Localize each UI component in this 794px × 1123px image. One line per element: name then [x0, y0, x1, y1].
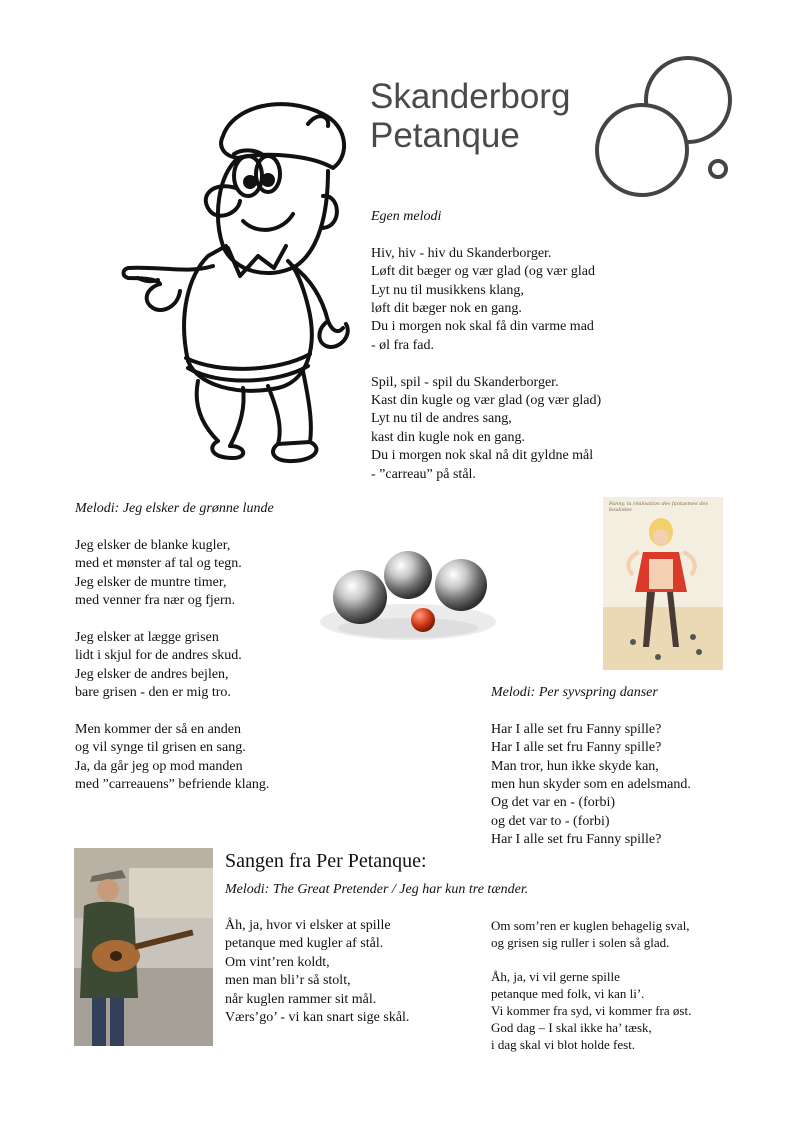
song1-v2-line1: Spil, spil - spil du Skanderborger.	[371, 374, 559, 390]
steel-ball-right	[435, 559, 487, 611]
bubble-small	[710, 161, 726, 177]
song4-v1-line1: Åh, ja, hvor vi elsker at spille	[225, 918, 391, 933]
song2-v2-line3: Jeg elsker de andres bejlen,	[75, 666, 229, 682]
song4-v3-line1: Åh, ja, vi vil gerne spille	[491, 969, 620, 984]
song4-melody-block	[225, 881, 528, 899]
fanny-postcard	[603, 497, 723, 670]
bubbles-logo	[592, 54, 744, 200]
song4-v1-line4: men man bli’r så stolt,	[225, 973, 351, 989]
song-fru-fanny	[491, 684, 691, 850]
page-title	[370, 77, 570, 155]
title-line-1: Skanderborg	[370, 77, 571, 116]
song1-v2-line4: kast din kugle nok en gang.	[371, 429, 525, 445]
song2-v2-line4: bare grisen - den er mig tro.	[75, 685, 231, 701]
song4-v2-line2: og grisen sig ruller i solen så glad.	[491, 935, 670, 950]
song1-v2-line6: - ”carreau” på stål.	[371, 466, 476, 482]
song3-v1-line6: og det var to - (forbi)	[491, 813, 610, 829]
song1-v1-line1: Hiv, hiv - hiv du Skanderborger.	[371, 245, 552, 261]
song1-v2-line3: Lyt nu til de andres sang,	[371, 411, 512, 427]
song4-v3-line4: God dag – I skal ikke ha’ tæsk,	[491, 1020, 652, 1035]
fanny-illustration	[603, 497, 723, 670]
song2-v2-line1: Jeg elsker at lægge grisen	[75, 629, 219, 645]
song4-v3-line5: i dag skal vi blot holde fest.	[491, 1037, 636, 1052]
song-jeg-elsker	[75, 500, 274, 794]
song4-v3-line3: Vi kommer fra syd, vi kommer fra øst.	[491, 1003, 692, 1018]
song3-v1-line7: Har I alle set fru Fanny spille?	[491, 832, 662, 848]
song1-melody: Egen melodi	[371, 209, 442, 224]
song3-melody: Melodi: Per syvspring danser	[491, 685, 658, 700]
song2-v1-line4: med venner fra nær og fjern.	[75, 593, 236, 609]
song2-v3-line2: og vil synge til grisen en sang.	[75, 740, 246, 756]
song2-melody: Melodi: Jeg elsker de grønne lunde	[75, 501, 274, 516]
song2-v3-line1: Men kommer der så en anden	[75, 721, 241, 737]
song2-v3-line4: med ”carreauens” befriende klang.	[75, 777, 270, 793]
song1-v1-line6: - øl fra fad.	[371, 337, 434, 353]
song-egen-melodi	[371, 208, 601, 484]
song2-v1-line1: Jeg elsker de blanke kugler,	[75, 537, 231, 553]
song1-v2-line5: Du i morgen nok skal nå dit gyldne mål	[371, 448, 594, 464]
song3-v1-line5: Og det var en - (forbi)	[491, 795, 616, 811]
song4-verse2-3	[491, 917, 691, 1053]
song2-v1-line2: med et mønster af tal og tegn.	[75, 556, 242, 572]
steel-ball-left	[333, 570, 387, 624]
song3-v1-line2: Har I alle set fru Fanny spille?	[491, 740, 662, 756]
jack-ball	[411, 608, 435, 632]
song1-v2-line2: Kast din kugle og vær glad (og vær glad)	[371, 393, 602, 409]
song2-v3-line3: Ja, da går jeg op mod manden	[75, 758, 243, 774]
song4-v1-line6: Værs’go’ - vi kan snart sige skål.	[225, 1010, 410, 1026]
song4-v2-line1: Om som’ren er kuglen behagelig sval,	[491, 918, 690, 933]
song3-v1-line3: Man tror, hun ikke skyde kan,	[491, 758, 659, 774]
song4-v1-line3: Om vint’ren koldt,	[225, 954, 330, 970]
title-line-2: Petanque	[370, 116, 520, 155]
song3-v1-line4: men hun skyder som en adelsmand.	[491, 777, 691, 793]
bubble-medium	[597, 105, 687, 195]
song2-v1-line3: Jeg elsker de muntre timer,	[75, 574, 227, 590]
song1-v1-line3: Lyt nu til musikkens klang,	[371, 282, 524, 298]
song1-v1-line4: løft dit bæger nok en gang.	[371, 301, 522, 317]
song4-v1-line5: når kuglen rammer sit mål.	[225, 991, 377, 1007]
song4-v1-line2: petanque med kugler af stål.	[225, 936, 384, 952]
song1-v1-line5: Du i morgen nok skal få din varme mad	[371, 319, 594, 335]
postcard-caption: Fanny, la réalisation des fantasmes des boulistes	[609, 501, 709, 513]
song4-v3-line2: petanque med folk, vi kan li’.	[491, 986, 645, 1001]
song4-heading: Sangen fra Per Petanque:	[225, 850, 427, 872]
song4-melody: Melodi: The Great Pretender / Jeg har kun tre tænder.	[225, 882, 529, 897]
song1-v1-line2: Løft dit bæger og vær glad (og vær glad	[371, 264, 595, 280]
guitarist-photo	[74, 848, 213, 1046]
song2-v2-line2: lidt i skjul for de andres skud.	[75, 648, 242, 664]
petanque-balls-photo	[318, 540, 498, 640]
song4-verse1	[225, 917, 409, 1027]
song3-v1-line1: Har I alle set fru Fanny spille?	[491, 721, 662, 737]
steel-ball-back	[384, 551, 432, 599]
cartoon-man-drawing	[118, 96, 356, 466]
